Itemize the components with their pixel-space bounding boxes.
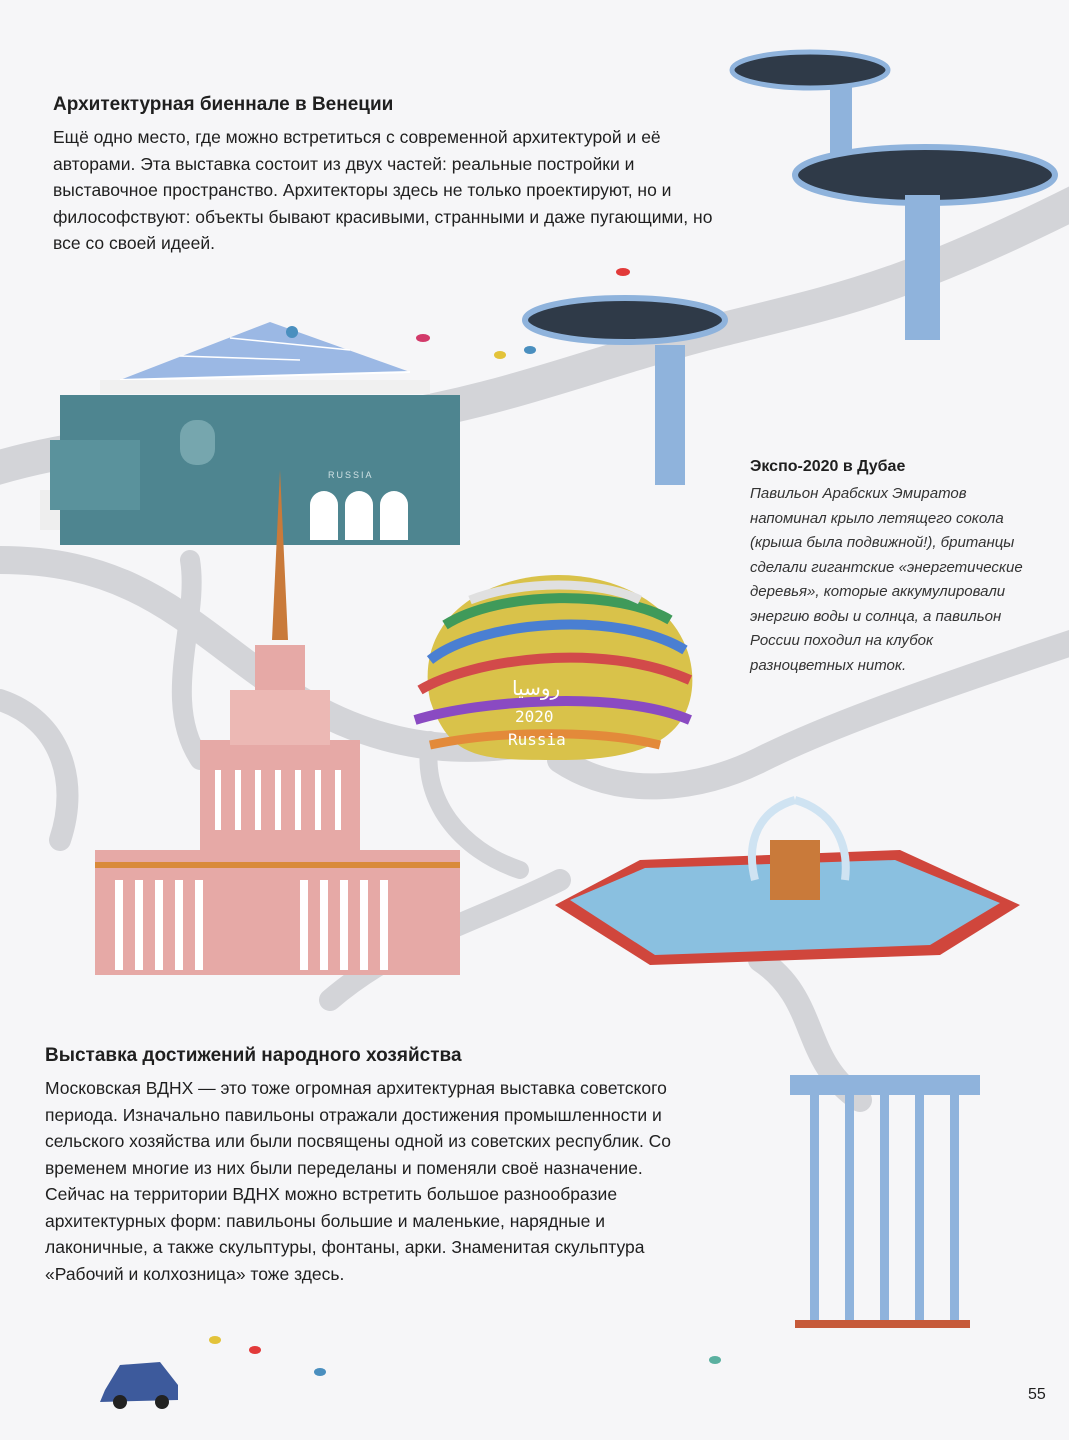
vdnh-section: [45, 1043, 705, 1287]
expo-heading: Экспо-2020 в Дубае: [750, 458, 906, 475]
venice-text: Ещё одно место, где можно встретиться с современной архитектурой и её авторами. Эта выставка состоит из двух частей: реальные постройки и выставочное пространство. Архитекторы здесь не только проектируют, но и философствуют: объекты бывают красивыми, странными и даже пугающими, но все со своей идеей.: [53, 127, 713, 253]
venice-heading: Архитектурная биеннале в Венеции: [53, 94, 394, 115]
car-illustration: [100, 1362, 178, 1409]
pavilion-sign-latin: Russia: [508, 730, 566, 749]
page-number: 55: [1028, 1386, 1046, 1403]
expo-text: Павильон Арабских Эмиратов напоминал крыло летящего сокола (крыша была подвижной!), британцы сделали гигантские «энергетические деревья», которые аккумулировали энергию воды и солнца, а павильон России походил на клубок разноцветных ниток.: [750, 485, 1023, 674]
pavilion-sign-year: 2020: [515, 707, 554, 726]
venice-section: [53, 92, 733, 257]
pavilion-sign-text: RUSSIA: [328, 470, 374, 480]
vdnh-fountain: [555, 800, 1020, 965]
vdnh-text: Московская ВДНХ — это тоже огромная архитектурная выставка советского периода. Изначально павильоны отражали достижения промышленности и сельского хозяйства или были посвящены одной из советских республик. Со временем многие из них были переделаны и поменяли своё назначение. Сейчас на территории ВДНХ можно встретить большое разнообразие архитектурных форм: павильоны большие и маленькие, нарядные и лаконичные, а также скульптуры, фонтаны, арки. Знаменитая скульптура «Рабочий и колхозница» тоже здесь.: [45, 1078, 672, 1284]
expo-russia-pavilion: [415, 575, 692, 760]
expo-section: [750, 456, 1025, 678]
vdnh-pergola: [790, 1075, 980, 1328]
vdnh-heading: Выставка достижений народного хозяйства: [45, 1045, 462, 1066]
venice-russian-pavilion: [40, 322, 460, 545]
vdnh-central-pavilion: [95, 470, 460, 975]
pavilion-sign-arabic: روسيا: [512, 676, 561, 700]
